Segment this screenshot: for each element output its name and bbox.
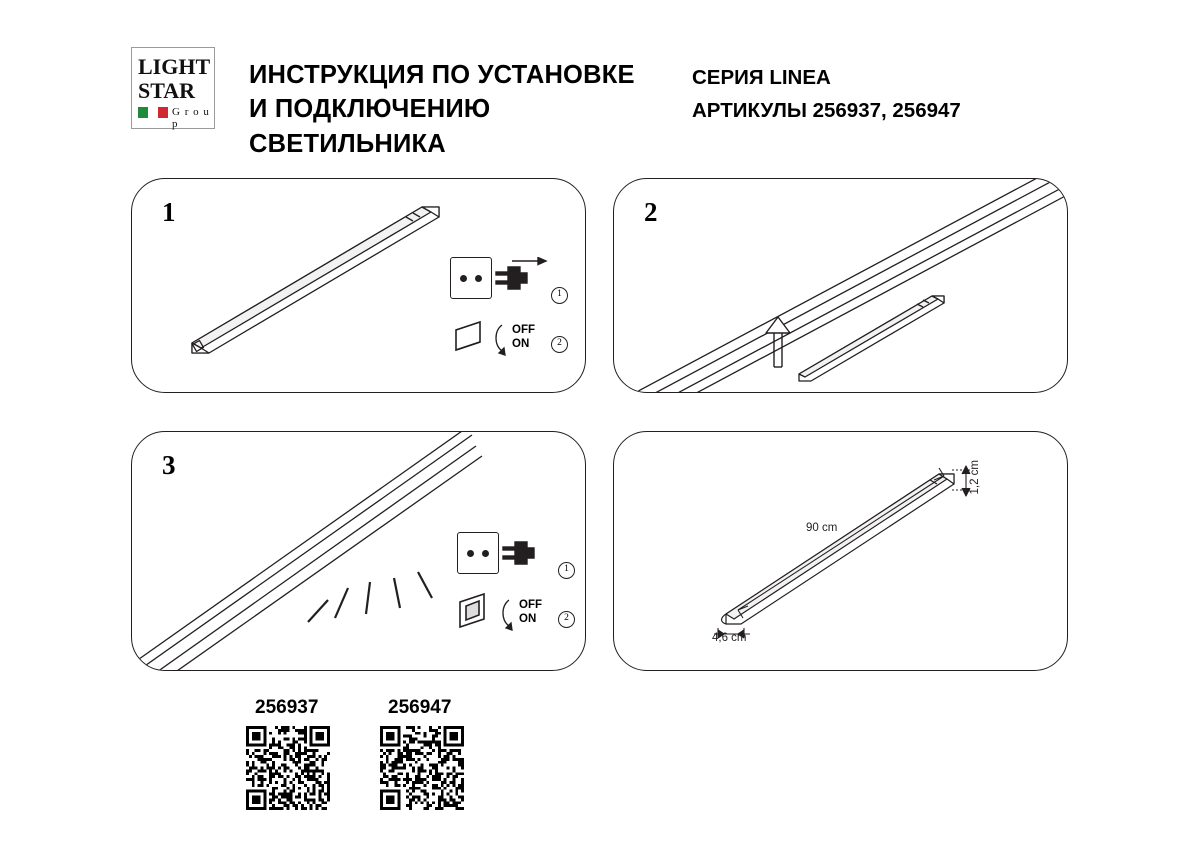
product-info: [692, 62, 1132, 128]
socket-icon: [450, 257, 492, 299]
off-label: OFF: [512, 324, 535, 336]
qr-code-256947[interactable]: [380, 726, 464, 810]
articles-line: АРТИКУЛЫ 256937, 256947: [692, 98, 961, 122]
page-title: ИНСТРУКЦИЯ ПО УСТАНОВКЕ И ПОДКЛЮЧЕНИЮ СВЕТИЛЬНИКА: [249, 61, 635, 158]
logo-text-light: LIGHT: [138, 54, 211, 79]
on-label: ON: [519, 613, 537, 626]
step-number-2: 2: [644, 197, 658, 227]
step-badge-1: 1: [558, 562, 575, 579]
on-label: ON: [512, 338, 530, 351]
logo-text-group: G r o u p: [172, 106, 210, 130]
step-panel-2: [613, 178, 1068, 393]
toggle-arrow-icon: [497, 596, 519, 636]
step-panel-1: [131, 178, 586, 393]
step-number-1: 1: [162, 197, 176, 227]
step-panel-3: [131, 431, 586, 671]
dimensions-panel: [613, 431, 1068, 671]
plug-in-instruction: [457, 532, 577, 588]
off-on-labels: [519, 598, 542, 627]
switch-off-instruction: [450, 317, 570, 373]
switch-icon: [450, 317, 494, 363]
off-label: OFF: [519, 599, 542, 611]
sheet-header: [0, 0, 1200, 158]
step-number-3: 3: [162, 450, 176, 480]
step-badge-1: 1: [551, 287, 568, 304]
switch-icon: [457, 592, 501, 638]
italian-flag-icon: [138, 107, 168, 118]
step-badge-2: 2: [558, 611, 575, 628]
dimension-illustration: [614, 432, 1068, 671]
brand-logo: [131, 47, 215, 129]
socket-icon: [457, 532, 499, 574]
length-dimension-label: 90 cm: [806, 522, 838, 534]
series-line: СЕРИЯ LINEA: [692, 66, 831, 89]
switch-on-instruction: [457, 592, 577, 648]
toggle-arrow-icon: [490, 321, 512, 361]
width-dimension-label: 4,6 cm: [712, 632, 747, 644]
track-mount-illustration: [614, 179, 1068, 393]
off-on-labels: [512, 323, 535, 352]
unplug-instruction: [450, 257, 570, 313]
logo-text-star: STAR: [138, 78, 196, 103]
height-dimension-label: 1,2 cm: [969, 460, 981, 495]
step-badge-2: 2: [551, 336, 568, 353]
article-code-label: 256947: [388, 697, 452, 718]
article-code-label: 256937: [255, 697, 319, 718]
qr-code-256937[interactable]: [246, 726, 330, 810]
power-callout-step1: [450, 257, 570, 372]
power-callout-step3: [457, 532, 577, 647]
